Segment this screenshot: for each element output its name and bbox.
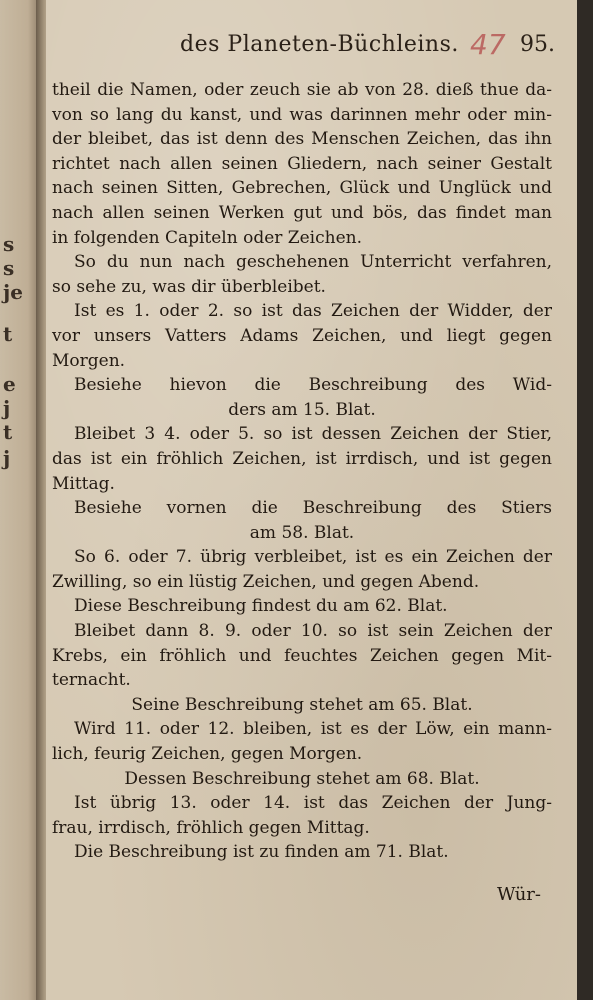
text-line: frau, irrdisch, fröhlich gegen Mittag. xyxy=(52,817,370,838)
text-line: So 6. oder 7. übrig verbleibet, ist es ein Zeichen der xyxy=(74,547,552,568)
text-line: Mittag. xyxy=(52,473,115,494)
text-line: Morgen. xyxy=(52,350,126,371)
text-line: Die Beschreibung ist zu finden am 71. Blat. xyxy=(74,842,449,863)
text-line: Zwilling, so ein lüstig Zeichen, und gegen Abend. xyxy=(52,571,480,592)
margin-fragment: s xyxy=(3,232,15,256)
page-number: 95. xyxy=(520,32,555,57)
margin-fragment: je xyxy=(3,280,23,304)
margin-fragment: t xyxy=(3,420,13,444)
text-line: ternacht. xyxy=(52,670,131,691)
text-line: am 58. Blat. xyxy=(249,522,355,543)
text-line: von so lang du kanst, und was darinnen mehr oder min- xyxy=(52,104,552,125)
previous-page-edge xyxy=(0,0,40,1000)
text-line: ders am 15. Blat. xyxy=(228,399,376,420)
text-line: Ist übrig 13. oder 14. ist das Zeichen der Jung- xyxy=(74,793,552,814)
margin-fragment: j xyxy=(3,396,11,420)
text-line: Ist es 1. oder 2. so ist das Zeichen der Widder, der xyxy=(74,301,552,322)
text-line: der bleibet, das ist denn des Menschen Zeichen, das ihn xyxy=(52,129,552,150)
running-title: des Planeten-Büchleins. xyxy=(180,32,459,57)
margin-fragment: e xyxy=(3,372,16,396)
text-line: Besiehe hievon die Beschreibung des Wid- xyxy=(74,375,552,396)
handwritten-page-number: 47 xyxy=(470,28,506,61)
text-line: Dessen Beschreibung stehet am 68. Blat. xyxy=(124,768,480,789)
text-line: das ist ein fröhlich Zeichen, ist irrdisch, und ist gegen xyxy=(52,448,552,469)
text-line: lich, feurig Zeichen, gegen Morgen. xyxy=(52,744,363,765)
text-line: Seine Beschreibung stehet am 65. Blat. xyxy=(131,694,473,715)
text-line: Bleibet dann 8. 9. oder 10. so ist sein Zeichen der xyxy=(74,621,552,642)
margin-fragment: j xyxy=(3,446,11,470)
text-line: Diese Beschreibung findest du am 62. Blat. xyxy=(74,596,448,617)
text-line: vor unsers Vatters Adams Zeichen, und liegt gegen xyxy=(52,325,552,346)
text-line: nach allen seinen Werken gut und bös, das findet man xyxy=(52,202,552,223)
text-line: So du nun nach geschehenen Unterricht verfahren, xyxy=(74,252,552,273)
body-text xyxy=(52,78,552,865)
text-line: in folgenden Capiteln oder Zeichen. xyxy=(52,227,362,248)
page-edge-shadow xyxy=(577,0,593,1000)
text-line: so sehe zu, was dir überbleibet. xyxy=(52,276,326,297)
margin-fragment: s xyxy=(3,256,15,280)
text-line: nach seinen Sitten, Gebrechen, Glück und Unglück und xyxy=(52,178,552,199)
text-line: Krebs, ein fröhlich und feuchtes Zeichen gegen Mit- xyxy=(52,645,552,666)
text-line: Besiehe vornen die Beschreibung des Stiers xyxy=(74,498,552,519)
text-line: theil die Namen, oder zeuch sie ab von 28. dieß thue da- xyxy=(52,80,552,100)
catchword: Wür- xyxy=(496,884,541,905)
text-line: Bleibet 3 4. oder 5. so ist dessen Zeichen der Stier, xyxy=(74,424,552,445)
text-line: richtet nach allen seinen Gliedern, nach seiner Gestalt xyxy=(52,153,552,174)
margin-fragment: t xyxy=(3,322,13,346)
text-line: Wird 11. oder 12. bleiben, ist es der Löw, ein mann- xyxy=(74,719,552,740)
page-header xyxy=(130,30,560,64)
